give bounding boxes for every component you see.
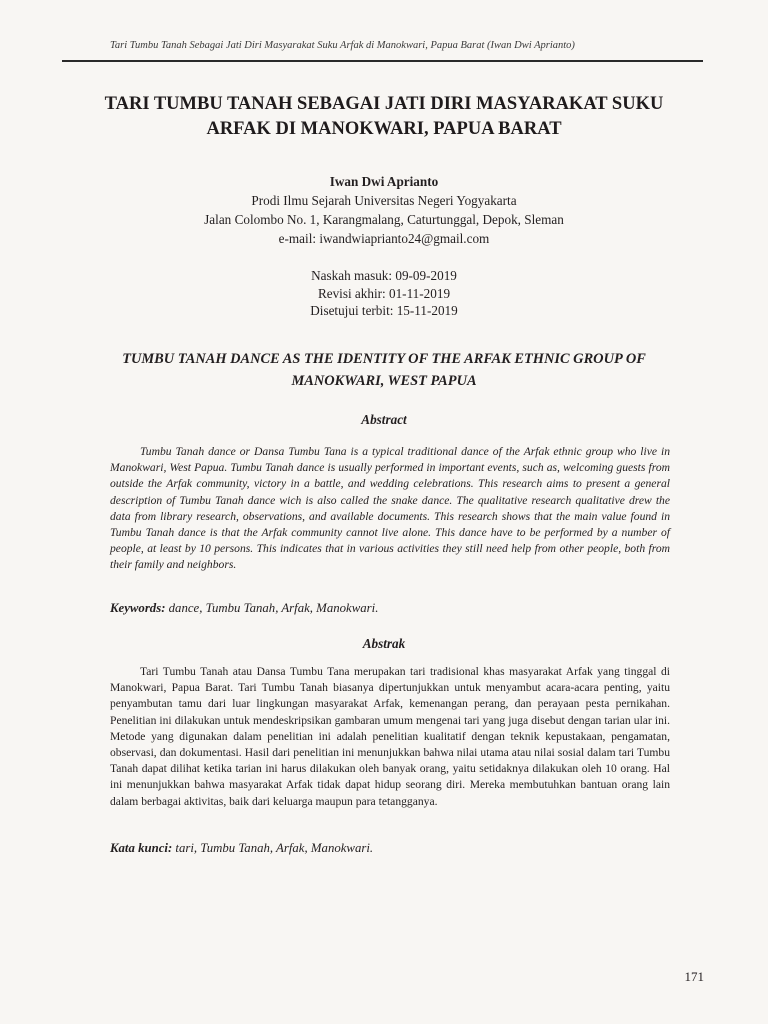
header-rule xyxy=(62,60,703,62)
english-title-line-2: MANOKWARI, WEST PAPUA xyxy=(291,373,477,389)
abstrak-body: Tari Tumbu Tanah atau Dansa Tumbu Tana merupakan tari tradisional khas masyarakat Arfak yang tinggal di Manokwari, Papua Barat. Tari Tumbu Tanah biasanya dipertunjukkan untuk menyambut acara-acara penting, yaitu penyambutan tamu dari luar lingkungan masyarakat Arfak, kemenangan perang, dan perayaan pesta pernikahan. Penelitian ini dilakukan untuk mendeskripsikan gambaran umum mengenai tari yang juga disebut dengan tarian ular ini. Metode yang digunakan dalam penelitian ini adalah penelitian kualitatif dengan teknik kepustakaan, pengamatan, observasi, dan dokumentasi. Hasil dari penelitian ini menunjukkan bahwa nilai utama atau nilai sosial dalam tari Tumbu Tanah dapat dilihat ketika tarian ini harus dilakukan oleh banyak orang, yaitu setidaknya dilakukan oleh 10 orang. Hal ini menunjukkan bahwa masyarakat Arfak tidak dapat hidup seorang diri. Mereka membutuhkan bantuan orang lain dalam berbagai aktivitas, baik dari keluarga maupun para tetangganya. xyxy=(110,665,670,808)
english-title xyxy=(70,348,698,392)
author-name: Iwan Dwi Aprianto xyxy=(329,174,439,189)
abstract-heading: Abstract xyxy=(361,412,407,427)
article-title-line-2: ARFAK DI MANOKWARI, PAPUA BARAT xyxy=(206,119,562,139)
author-email: e-mail: iwandwiaprianto24@gmail.com xyxy=(278,231,490,246)
keywords xyxy=(110,601,670,616)
kata-kunci-label: Kata kunci: xyxy=(110,841,173,855)
page-number: 171 xyxy=(684,969,704,984)
article-title xyxy=(70,92,698,142)
abstrak-heading: Abstrak xyxy=(362,636,406,651)
author-address: Jalan Colombo No. 1, Karangmalang, Caturtunggal, Depok, Sleman xyxy=(204,212,564,227)
author-affiliation: Prodi Ilmu Sejarah Universitas Negeri Yogyakarta xyxy=(251,193,517,208)
article-title-line-1: TARI TUMBU TANAH SEBAGAI JATI DIRI MASYARAKAT SUKU xyxy=(104,94,664,114)
date-accepted: Disetujui terbit: 15-11-2019 xyxy=(310,303,458,318)
abstract-body: Tumbu Tanah dance or Dansa Tumbu Tana is a typical traditional dance of the Arfak ethnic group who live in Manokwari, West Papua. Tumbu Tanah dance is usually performed in important events, such as, welcoming guests from outside the Arfak community, victory in a battle, and wedding celebrations. This research aims to present a general description of Tumbu Tanah dance wich is also called the snake dance. The qualitative research qualitative drew the data from library research, observations, and available documents. This research shows that the main value found in Tumbu Tanah dance is that the Arfak community cannot live alone. This dance have to be performed by a number of people, at least by 10 persons. This indicates that in various activities they still need help from other people, both from their family and neighbors. xyxy=(110,445,670,572)
date-revised: Revisi akhir: 01-11-2019 xyxy=(317,285,451,301)
english-title-line-1: TUMBU TANAH DANCE AS THE IDENTITY OF THE ARFAK ETHNIC GROUP OF xyxy=(122,351,646,367)
author-block xyxy=(110,172,658,248)
manuscript-dates xyxy=(110,267,658,320)
keywords-label: Keywords: xyxy=(110,601,166,615)
running-header: Tari Tumbu Tanah Sebagai Jati Diri Masyarakat Suku Arfak di Manokwari, Papua Barat (Iwan Dwi Aprianto) xyxy=(110,40,575,51)
keywords-values: dance, Tumbu Tanah, Arfak, Manokwari. xyxy=(165,601,379,615)
kata-kunci xyxy=(110,841,670,856)
kata-kunci-values: tari, Tumbu Tanah, Arfak, Manokwari. xyxy=(172,841,374,855)
date-received: Naskah masuk: 09-09-2019 xyxy=(311,268,457,283)
